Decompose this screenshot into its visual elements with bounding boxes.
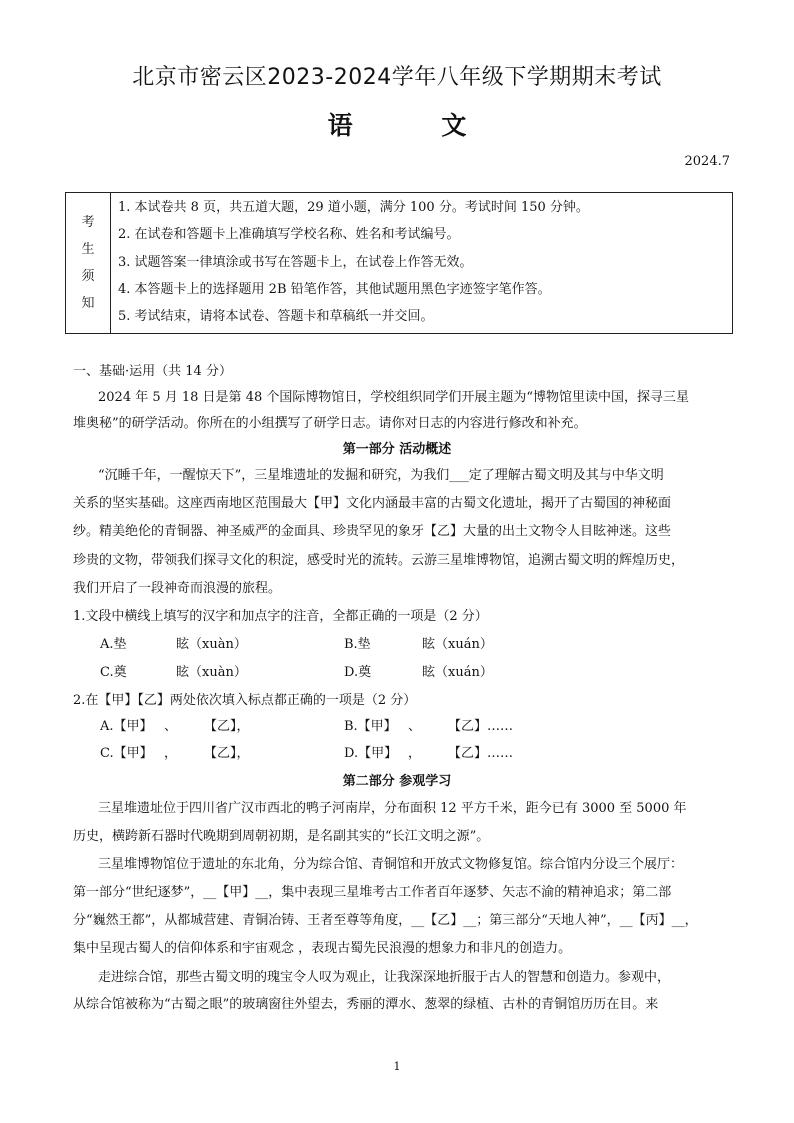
q2-option-b: B.【甲】 、 【乙】…… — [344, 719, 514, 734]
passage-line: 三星堆博物馆位于遗址的东北角，分为综合馆、青铜馆和开放式文物修复馆。综合馆内分设三个展厅： — [98, 857, 684, 872]
passage-line: 纱。精美绝伦的青铜器、神圣威严的金面具、珍贵罕见的象牙【乙】大量的出土文物令人目眩神迷。这些 — [73, 524, 672, 539]
subject-title: 语 文 — [327, 111, 507, 140]
exam-title: 北京市密云区2023-2024学年八年级下学期期末考试 — [132, 65, 662, 90]
passage-line: 第一部分“世纪逐梦”，__【甲】__，集中表现三星堆考古工作者百年逐梦、矢志不渝的精神追求；第二部 — [73, 885, 672, 900]
notice-label: 考 生 须 知 — [66, 193, 111, 333]
exam-notice-box — [65, 192, 733, 334]
passage-line: 三星堆遗址位于四川省广汉市西北的鸭子河南岸，分布面积 12 平方千米，距今已有 3000 至 5000 年 — [98, 801, 687, 816]
question-2: 2.在【甲】【乙】两处依次填入标点都正确的一项是（2 分） — [73, 693, 417, 708]
section-2-title: 第二部分 参观学习 — [342, 774, 452, 789]
passage-line: “沉睡千年，一醒惊天下”，三星堆遗址的发掘和研究，为我们___定了理解古蜀文明及其与中华文明 — [98, 468, 664, 483]
q1-option-d: D.奠 眩（xuán） — [344, 665, 493, 680]
passage-line: 从综合馆被称为“古蜀之眼”的玻璃窗往外望去，秀丽的潭水、葱翠的绿植、古朴的青铜馆历历在目。来 — [73, 997, 659, 1012]
q2-option-d: D.【甲】 ， 【乙】…… — [344, 746, 514, 761]
passage-line: 珍贵的文物，带领我们探寻文化的积淀，感受时光的流转。云游三星堆博物馆，追溯古蜀文明的辉煌历史， — [73, 553, 685, 568]
q1-option-a: A.垫 眩（xuàn） — [100, 637, 247, 652]
question-1: 1.文段中横线上填写的汉字和加点字的注音，全都正确的一项是（2 分） — [73, 609, 488, 624]
intro-line: 堆奥秘”的研学活动。你所在的小组撰写了研学日志。请你对日志的内容进行修改和补充。 — [73, 416, 587, 431]
passage-line: 历史，横跨新石器时代晚期到周朝初期，是名副其实的“长江文明之源”。 — [73, 829, 490, 844]
notice-item: 3. 试题答案一律填涂或书写在答题卡上，在试卷上作答无效。 — [118, 254, 473, 270]
intro-line: 2024 年 5 月 18 日是第 48 个国际博物馆日，学校组织同学们开展主题为“博物馆里读中国，探寻三星 — [98, 390, 690, 405]
q2-option-c: C.【甲】 ， 【乙】， — [100, 746, 250, 761]
notice-item: 5. 考试结束，请将本试卷、答题卡和草稿纸一并交回。 — [118, 309, 434, 325]
q2-option-a: A.【甲】 、 【乙】， — [100, 719, 250, 734]
passage-line: 走进综合馆，那些古蜀文明的瑰宝令人叹为观止，让我深深地折服于古人的智慧和创造力。参观中， — [98, 970, 671, 985]
passage-line: 集中呈现古蜀人的信仰体系和宇宙观念 ，表现古蜀先民浪漫的想象力和非凡的创造力。 — [73, 941, 572, 956]
exam-date: 2024.7 — [684, 154, 730, 169]
q1-option-b: B.垫 眩（xuán） — [344, 637, 493, 652]
part1-heading: 一、基础·运用（共 14 分） — [73, 364, 232, 379]
notice-item: 1. 本试卷共 8 页，共五道大题，29 道小题，满分 100 分。考试时间 150 分钟。 — [118, 200, 589, 215]
q1-option-c: C.奠 眩（xuàn） — [100, 665, 247, 680]
passage-line: 关系的坚实基础。这座西南地区范围最大【甲】文化内涵最丰富的古蜀文化遗址，揭开了古蜀国的神秘面 — [73, 496, 672, 511]
page-number: 1 — [393, 1060, 401, 1073]
passage-line: 我们开启了一段神奇而浪漫的旅程。 — [73, 581, 282, 596]
notice-item: 4. 本答题卡上的选择题用 2B 铅笔作答，其他试题用黑色字迹签字笔作答。 — [118, 281, 551, 297]
notice-items — [118, 199, 589, 335]
notice-item: 2. 在试卷和答题卡上准确填写学校名称、姓名和考试编号。 — [118, 227, 460, 243]
section-1-title: 第一部分 活动概述 — [342, 442, 452, 457]
passage-line: 分“巍然王都”，从都城营建、青铜冶铸、王者至尊等角度，__【乙】__；第三部分“天地人神”，__【丙】__， — [73, 913, 698, 928]
